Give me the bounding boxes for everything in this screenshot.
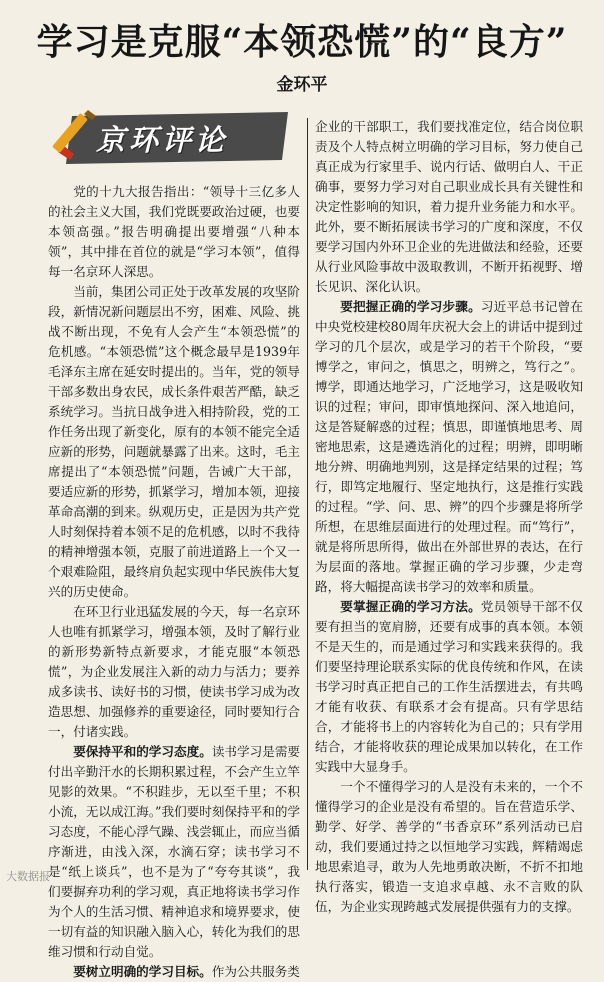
column-badge xyxy=(52,108,292,166)
paragraph-text: 在环卫行业迅猛发展的今天，每一名京环人也唯有抓紧学习，增强本领，及时了解行业的新形势新特点新要求，才能克服“本领恐慌”，为企业发展注入新的动力与活力；要养成多读书、读好书的习惯，使读书学习成为改造思想、加强修养的重要途径，同时要知行合一，付诸实践。 xyxy=(48,604,300,739)
section-heading: 要把握正确的学习步骤。 xyxy=(340,299,481,314)
right-column xyxy=(315,117,584,914)
paragraph xyxy=(315,777,583,917)
watermark: 大数据报 xyxy=(6,870,50,883)
paragraph-text: 党的十九大报告指出：“领导十三亿多人的社会主义大国，我们党既要政治过硬，也要本领高强。”报告明确提出要增强“八种本领”，其中排在首位的就是“学习本领”，值得每一名京环人深思。 xyxy=(48,184,300,279)
paragraph xyxy=(315,597,583,777)
paragraph-text: 党员领导干部不仅要有担当的宽肩膀，还要有成事的真本领。本领不是天生的，而是通过学习和实践来获得的。我们要坚持理论联系实际的优良传统和作风，在读书学习时真正把自己的工作生活摆进去，有共鸣才能有收获、有联系才会有提高。只有学思结合，才能将书上的内容转化为自己的；只有学用结合，才能将收获的理论成果加以转化，在工作实践中大显身手。 xyxy=(315,599,584,774)
paragraph-text: 作为公共服务类 xyxy=(211,964,300,979)
section-heading: 要掌握正确的学习方法。 xyxy=(340,599,481,614)
paragraph xyxy=(48,742,300,962)
paragraph xyxy=(48,282,300,602)
paragraph xyxy=(315,297,583,597)
paragraph-text: 读书学习是需要付出辛勤汗水的长期积累过程，不会产生立竿见影的效果。“不积跬步，无以至千里；不积小流，无以成江海。”我们要时刻保持平和的学习态度，不能心浮气躁、浅尝辄止，而应当循序渐进，由浅入深，水滴石穿；读书学习不是“纸上谈兵”，也不是为了“夸夸其谈”，我们要摒弃功利的学习观，真正地将读书学习作为个人的生活习惯、精神追求和境界要求，使一切有益的知识融入脑入心，转化为我们的思维习惯和行动自觉。 xyxy=(48,744,301,959)
article-title: 学习是克服“本领恐慌”的“良方” xyxy=(36,21,568,63)
paragraph xyxy=(48,602,300,742)
paragraph xyxy=(48,182,300,282)
column-divider xyxy=(307,118,308,870)
section-heading: 要保持平和的学习态度。 xyxy=(73,744,212,759)
paragraph xyxy=(48,962,300,982)
paragraph-text: 习近平总书记曾在中央党校建校80周年庆祝大会上的讲话中提到过学习的几个层次，或是学习的若干个阶段，“要博学之，审问之，慎思之，明辨之，笃行之”。博学，即通达地学习，广泛地学习，这是吸收知识的过程；审问，即审慎地探问、深入地追问，这是答疑解惑的过程；慎思，即谨慎地思考、周密地思索，这是遴选消化的过程；明辨，即明晰地分辨、明确地判别，这是择定结果的过程；笃行，即笃定地履行、坚定地执行，这是推行实践的过程。“学、问、思、辨”的四个步骤是将所学所想，在思维层面进行的处理过程。而“笃行”，就是将所思所得，做出在外部世界的表达，在行为层面的落地。掌握正确的学习步骤，少走弯路，将大幅提高读书学习的效率和质量。 xyxy=(315,299,584,594)
paragraph xyxy=(315,117,583,297)
column-badge-label: 京环评论 xyxy=(96,123,229,157)
paragraph-text: 企业的干部职工，我们要找准定位，结合岗位职责及个人特点树立明确的学习目标，努力使自己真正成为行家里手、说内行话、做明白人、干正确事，要努力学习对自己职业成长具有关键性和决定性影响的知识，着力提升业务能力和水平。此外，要不断拓展读书学习的广度和深度，不仅要学习国内外环卫企业的先进做法和经验，还要从行业风险事故中汲取教训，不断开拓视野、增长见识、深化认识。 xyxy=(315,119,583,294)
paragraph-text: 当前，集团公司正处于改革发展的攻坚阶段，新情况新问题层出不穷，困难、风险、挑战不断出现，不免有人会产生“本领恐慌”的危机感。“本领恐慌”这个概念最早是1939年毛泽东主席在延安时提出的。当年，党的领导干部多数出身农民，成长条件艰苦严酷，缺乏系统学习。当抗日战争进入相持阶段，党的工作任务出现了新变化，原有的本领不能完全适应新的形势，问题就暴露了出来。这时，毛主席提出了“本领恐慌”问题，告诫广大干部，要适应新的形势，抓紧学习，增加本领，迎接革命高潮的到来。纵观历史，正是因为共产党人时刻保持着本领不足的危机感，以时不我待的精神增强本领，克服了前进道路上一个又一个艰难险阻，最终肩负起实现中华民族伟大复兴的历史使命。 xyxy=(48,284,300,599)
section-heading: 要树立明确的学习目标。 xyxy=(73,964,212,979)
article-author: 金环平 xyxy=(276,75,328,95)
left-column xyxy=(48,182,301,979)
paragraph-text: 一个不懂得学习的人是没有未来的，一个不懂得学习的企业是没有希望的。旨在营造乐学、勤学、好学、善学的“书香京环”系列活动已启动，我们要通过持之以恒地学习实践，辉精竭虑地思索追寻，敢为人先地勇敢决断，不折不扣地执行落实，锻造一支追求卓越、永不言败的队伍，为企业实现跨越式发展提供强有力的支撑。 xyxy=(315,779,583,914)
